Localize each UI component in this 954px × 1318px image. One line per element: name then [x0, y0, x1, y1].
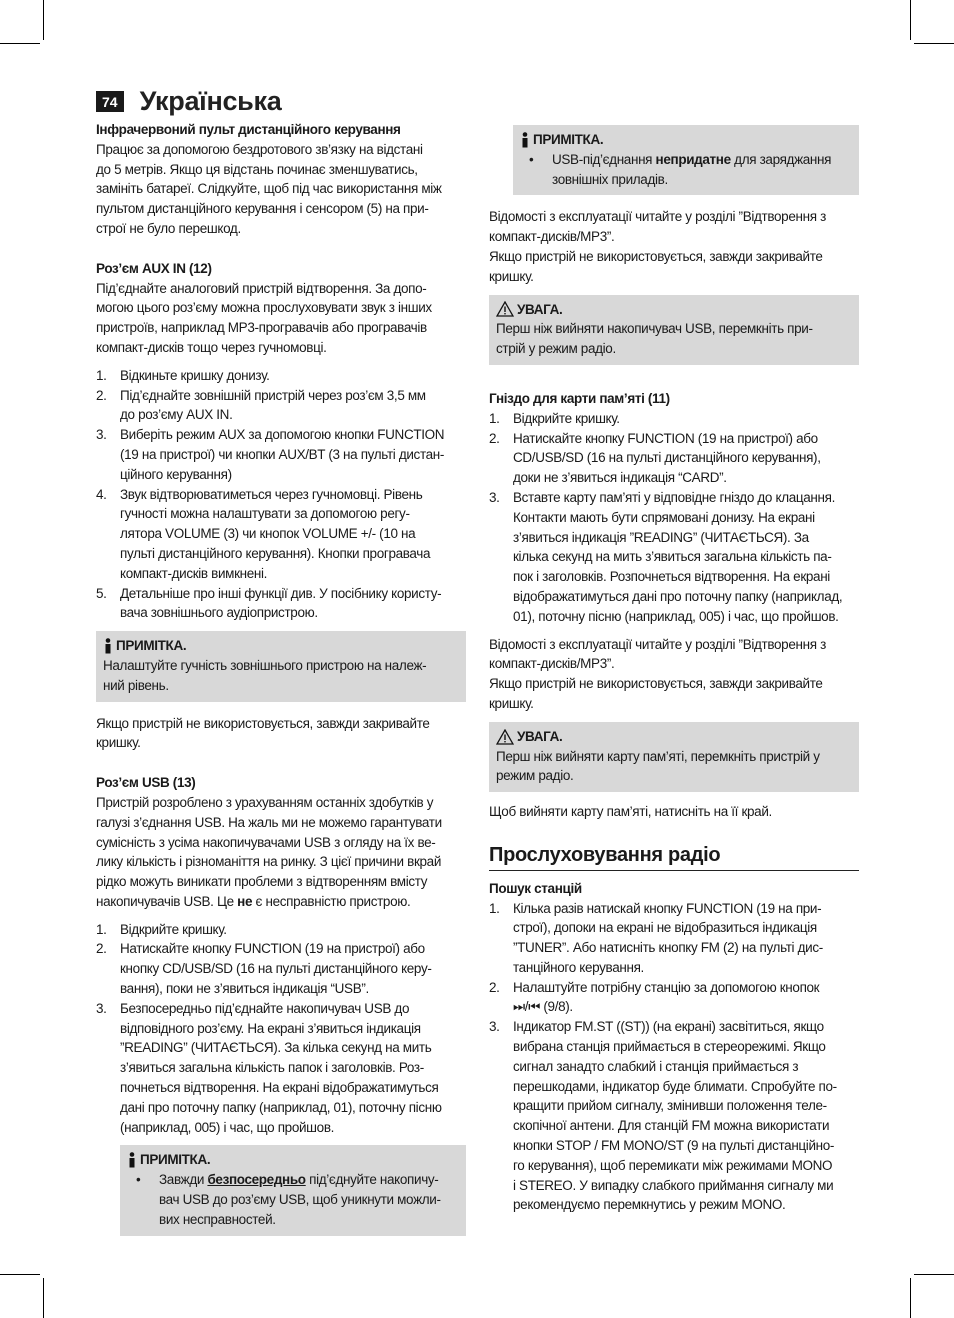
crop-mark	[910, 0, 911, 40]
text-line: до 5 метрів. Якщо ця відстань починає зменшуватись,	[96, 161, 418, 177]
list-item	[96, 485, 466, 584]
text-span: під’єднуйте накопичу-	[305, 1172, 439, 1188]
step-number: 5.	[96, 585, 107, 601]
list-item	[489, 1017, 859, 1215]
note-title	[103, 636, 459, 656]
note-title	[520, 130, 852, 150]
bullet: •	[529, 151, 534, 167]
text-line: рекомендуємо перемкнутись у режим MONO.	[513, 1197, 786, 1213]
text-line: вач USB до роз’єму USB, щоб уникнути можли-	[159, 1192, 441, 1208]
list-item	[96, 920, 466, 940]
paragraph	[96, 279, 466, 358]
text-line: лятора VOLUME (3) чи кнопок VOLUME +/- (10 на	[120, 526, 416, 542]
page-title: Українська	[139, 85, 282, 116]
warning-title-text: УВАГА.	[517, 301, 563, 317]
crop-mark	[910, 1278, 911, 1318]
text-line: Виберіть режим AUX за допомогою кнопки FUNCTION	[120, 427, 445, 443]
text-line: кращити прийом сигналу, змінивши положення теле-	[513, 1098, 827, 1114]
text-span: USB-під’єднання	[552, 151, 656, 167]
step-number: 1.	[96, 921, 107, 937]
right-column	[489, 125, 859, 1215]
section-title: Роз’єм AUX IN (12)	[96, 260, 212, 276]
aux-section	[96, 259, 466, 753]
section-title: Пошук станцій	[489, 880, 582, 896]
text-line: пульті дистанційного керування). Кнопки програвача	[120, 545, 431, 561]
text-line	[159, 1170, 459, 1190]
text-line	[552, 150, 852, 170]
text-line: ”TUNER”. Або натисніть кнопку FM (2) на пульті дис-	[513, 940, 823, 956]
list-item	[96, 584, 466, 624]
note-box	[513, 125, 859, 195]
text-line: стрій у режим радіо.	[496, 341, 616, 357]
step-number: 1.	[96, 367, 107, 383]
text-line: Якщо пристрій не використовується, завжди закривайте	[489, 676, 823, 692]
note-box	[120, 1145, 466, 1235]
text-line: режим радіо.	[496, 768, 574, 784]
warning-box	[489, 295, 859, 365]
list-item	[96, 939, 466, 998]
steps-list	[96, 920, 466, 1138]
section-heading: Прослуховування радіо	[489, 846, 859, 871]
text-span: накопичувачів USB. Це	[96, 893, 238, 909]
info-icon	[103, 638, 113, 654]
emphasis: не	[237, 893, 253, 909]
text-line: Налаштуйте гучність зовнішнього пристрою на належ-	[103, 657, 427, 673]
list-item	[96, 999, 466, 1138]
info-icon	[520, 132, 530, 148]
text-line: скопічної антени. Для станцій FM можна використати	[513, 1118, 830, 1134]
text-line: пок і заголовків. Розпочнеться відтворення. На екрані	[513, 569, 830, 585]
step-number: 3.	[96, 427, 107, 443]
text-line: Кілька разів натискай кнопку FUNCTION (19 на при-	[513, 900, 822, 916]
step-number: 1.	[489, 900, 500, 916]
text-line: Індикатор FM.ST ((ST)) (на екрані) засвітиться, якщо	[513, 1019, 824, 1035]
text-line: з’явиться індикація ”READING” (ЧИТАЄТЬСЯ). За	[513, 529, 809, 545]
list-item	[489, 978, 859, 1018]
text-line: до роз’єму AUX IN.	[120, 407, 233, 423]
list-item	[520, 150, 852, 190]
text-line: кілька секунд на мить з’явиться загальна кількість па-	[513, 549, 832, 565]
text-line: Відкрийте кришку.	[120, 921, 227, 937]
radio-section	[489, 843, 859, 1215]
crop-mark	[914, 43, 954, 44]
list-item	[489, 429, 859, 488]
text-line: лику кількість і різноманіття на ринку. З цієї причини вкрай	[96, 854, 442, 870]
step-number: 3.	[96, 1000, 107, 1016]
text-line: гучності можна налаштувати за допомогою регу-	[120, 506, 410, 522]
crop-mark	[0, 1274, 40, 1275]
text-span: Завжди	[159, 1172, 208, 1188]
text-line: вача зовнішнього аудіопристрою.	[120, 605, 318, 621]
text-line: рідко можуть виникати проблеми з відтворенням вмісту	[96, 874, 428, 890]
page-header	[96, 86, 281, 116]
list-item	[489, 409, 859, 429]
text-line: Якщо пристрій не використовується, завжди закривайте	[489, 248, 823, 264]
steps-list	[489, 899, 859, 1216]
warning-title	[496, 300, 852, 320]
text-line: компакт-дисків/MP3”.	[489, 229, 615, 245]
text-line: і STEREO. У випадку слабкого приймання сигналу ми	[513, 1177, 834, 1193]
text-line: строї), допоки на екрані не відобразиться індикація	[513, 920, 817, 936]
text-line: вання), поки не з’явиться індикація “USB”.	[120, 981, 369, 997]
text-line: кришку.	[96, 735, 141, 751]
section-title: Роз’єм USB (13)	[96, 775, 196, 791]
text-line: Перш ніж вийняти накопичувач USB, перемкніть при-	[496, 321, 813, 337]
text-line: (19 на пристрої) чи кнопки AUX/BT (3 на пульті дистан-	[120, 446, 445, 462]
text-line: Якщо пристрій не використовується, завжди закривайте	[96, 715, 430, 731]
note-title-text: ПРИМІТКА.	[140, 1152, 211, 1168]
text-line: Відомості з експлуатації читайте у розділі ”Відтворення з	[489, 636, 826, 652]
info-icon	[127, 1152, 137, 1168]
text-line: Детальніше про інші функції див. У посібнику користу-	[120, 585, 442, 601]
text-line: Натискайте кнопку FUNCTION (19 на пристрої) або	[120, 941, 425, 957]
text-line: дані про поточну папку (наприклад, 01), поточну пісню	[120, 1099, 442, 1115]
text-line: CD/USB/SD (16 на пульті дистанційного керування),	[513, 450, 821, 466]
text-line: Під’єднайте зовнішній пристрій через роз’єм 3,5 мм	[120, 387, 426, 403]
text-line: Натискайте кнопку FUNCTION (19 на пристрої) або	[513, 430, 818, 446]
text-line: доки не з’явиться індикація “CARD”.	[513, 470, 727, 486]
note-title-text: ПРИМІТКА.	[533, 132, 604, 147]
text-line: Пристрій розроблено з урахуванням останніх здобутків у	[96, 794, 434, 810]
text-line: кришку.	[489, 268, 534, 284]
text-line: пристроїв, наприклад MP3-програвачів або програвачів	[96, 320, 427, 336]
text-span: є несправністю пристрою.	[252, 893, 411, 909]
text-line: 01), поточну пісню (наприклад, 005) і час, що пройшов.	[513, 608, 839, 624]
text-line: перешкодами, індикатор буде блимати. Спробуйте по-	[513, 1078, 837, 1094]
step-number: 2.	[489, 979, 500, 995]
section-title: Інфрачервоний пульт дистанційного керування	[96, 122, 401, 137]
text-line: Перш ніж вийняти карту пам’яті, перемкніть пристрій у	[496, 748, 820, 764]
text-line: почнеться відтворення. На екрані відображатимуться	[120, 1080, 439, 1096]
step-number: 3.	[489, 489, 500, 505]
text-line: відповідного роз’єму. На екрані з’явиться індикація	[120, 1020, 421, 1036]
page-number: 74	[96, 91, 124, 112]
warning-icon	[496, 301, 514, 317]
text-line: вих несправностей.	[159, 1211, 276, 1227]
text-line: зовнішніх приладів.	[552, 171, 668, 187]
paragraph	[489, 207, 859, 286]
card-section	[489, 389, 859, 627]
text-line: сигнал занадто слабкий і станція приймається з	[513, 1058, 799, 1074]
text-line: Працює за допомогою бездротового зв’язку на відстані	[96, 141, 423, 157]
warning-box	[489, 722, 859, 792]
text-line: го керування), щоб перемикати між режимами MONO	[513, 1157, 833, 1173]
text-line: кришку.	[489, 695, 534, 711]
text-line: ційного керування)	[120, 466, 232, 482]
text-line: пультом дистанційного керування і сенсором (5) на при-	[96, 201, 429, 217]
text-line: ний рівень.	[103, 677, 169, 693]
list-item	[96, 366, 466, 386]
text-line: ⏭/⏮ (9/8).	[513, 999, 573, 1015]
text-line: Звук відтворюватиметься через гучномовці. Рівень	[120, 486, 423, 502]
text-line: вибрана станція приймається в стереорежимі. Якщо	[513, 1039, 826, 1055]
text-line: компакт-дисків/MP3”.	[489, 656, 615, 672]
text-line: танційного керування.	[513, 959, 644, 975]
emphasis: непридатне	[655, 151, 731, 167]
paragraph	[489, 635, 859, 714]
text-line: Щоб вийняти карту пам’яті, натисніть на її край.	[489, 804, 772, 820]
warning-title-text: УВАГА.	[517, 728, 563, 744]
note-title-text: ПРИМІТКА.	[116, 638, 187, 654]
text-span: для заряджання	[730, 151, 832, 167]
emphasis: безпосередньо	[207, 1172, 306, 1188]
text-line: компакт-дисків вимкнені.	[120, 565, 268, 581]
text-line: строї не було перешкод.	[96, 220, 241, 236]
text-line: Під’єднайте аналоговий пристрій відтворення. За допо-	[96, 280, 427, 296]
crop-mark	[43, 0, 44, 40]
warning-title	[496, 727, 852, 747]
steps-list	[96, 366, 466, 623]
note-box	[96, 631, 466, 701]
note-list	[520, 150, 852, 190]
step-number: 2.	[489, 430, 500, 446]
list-item	[489, 488, 859, 627]
text-line: з’явиться загальна кількість папок і заголовків. Роз-	[120, 1060, 424, 1076]
text-line: замініть батареї. Слідкуйте, щоб під час використання між	[96, 181, 442, 197]
step-number: 2.	[96, 941, 107, 957]
text-line: компакт-дисків тощо через гучномовці.	[96, 339, 327, 355]
note-title	[127, 1150, 459, 1170]
list-item	[96, 386, 466, 426]
ir-remote-section	[96, 120, 466, 239]
list-item	[96, 425, 466, 484]
text-line: ”READING” (ЧИТАЄТЬСЯ). За кілька секунд на мить	[120, 1040, 432, 1056]
text-line: Контакти мають бути спрямовані донизу. На екрані	[513, 509, 815, 525]
paragraph	[96, 140, 466, 239]
crop-mark	[914, 1274, 954, 1275]
step-number: 3.	[489, 1019, 500, 1035]
text-line: кнопку CD/USB/SD (16 на пульті дистанційного керу-	[120, 961, 432, 977]
crop-mark	[0, 43, 40, 44]
list-item	[489, 899, 859, 978]
text-line: Вставте карту пам’яті у відповідне гніздо до клацання.	[513, 489, 835, 505]
text-line: галузі з’єднання USB. На жаль ми не можемо гарантувати	[96, 814, 442, 830]
step-number: 1.	[489, 410, 500, 426]
step-number: 2.	[96, 387, 107, 403]
text-line: відображатимуться дані про поточну папку (наприклад,	[513, 588, 843, 604]
note-list	[127, 1170, 459, 1229]
step-number: 4.	[96, 486, 107, 502]
left-column	[96, 120, 466, 1236]
text-line: сумісність з усіма накопичувачами USB з огляду на їх ве-	[96, 834, 436, 850]
text-line: Відкиньте кришку донизу.	[120, 367, 270, 383]
warning-icon	[496, 729, 514, 745]
section-title: Гніздо для карти пам’яті (11)	[489, 390, 670, 406]
text-line: (наприклад, 005) і час, що пройшов.	[120, 1119, 335, 1135]
usb-section	[96, 773, 466, 1236]
text-line	[96, 892, 466, 912]
text-line: могою цього роз’єму можна прослуховувати звук з інших	[96, 300, 432, 316]
list-item	[127, 1170, 459, 1229]
steps-list	[489, 409, 859, 627]
crop-mark	[43, 1278, 44, 1318]
text-line: Безпосередньо під’єднайте накопичувач USB до	[120, 1000, 410, 1016]
text-line: кнопки STOP / FM MONO/ST (9 на пульті дистанційно-	[513, 1138, 835, 1154]
text-line: Відомості з експлуатації читайте у розділі ”Відтворення з	[489, 209, 826, 225]
bullet: •	[136, 1172, 141, 1188]
paragraph	[96, 793, 466, 912]
text-line: Відкрийте кришку.	[513, 410, 620, 426]
text-line: Налаштуйте потрібну станцію за допомогою кнопок	[513, 979, 820, 995]
